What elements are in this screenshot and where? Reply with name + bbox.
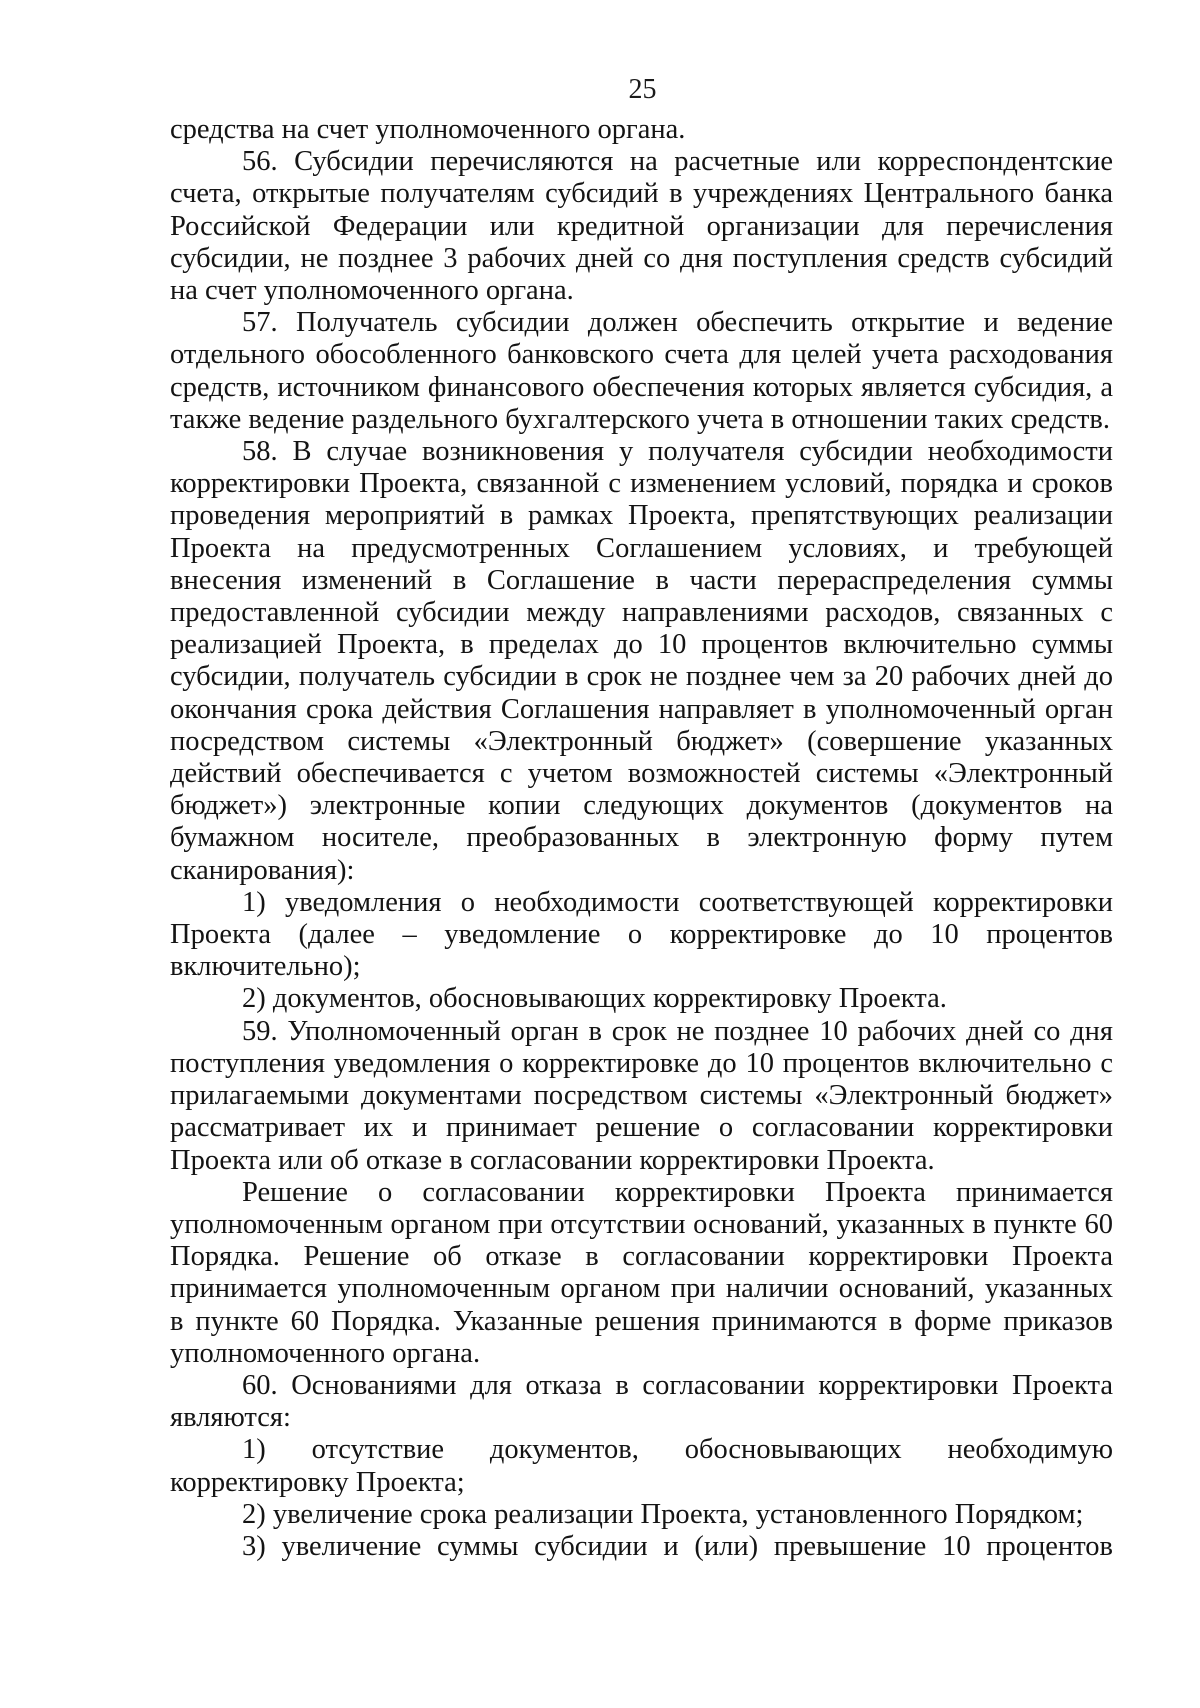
paragraph-60-item-2: 2) увеличение срока реализации Проекта, установленного Порядком; — [242, 1498, 1084, 1530]
paragraph-60-item-3: 3) увеличение суммы субсидии и (или) превышение 10 процентов — [242, 1530, 1113, 1562]
paragraph-59-decision: Решение о согласовании корректировки Проекта принимается уполномоченным органом при отсутствии оснований, указанных в пункте 60 Порядка. Решение об отказе в согласовании корректировки Проекта принимается уполномоченным органом при наличии оснований, указанных в пункте 60 Порядка. Указанные решения принимаются в форме приказов уполномоченного органа. — [170, 1176, 1113, 1369]
paragraph-58-item-2: 2) документов, обосновывающих корректировку Проекта. — [242, 983, 947, 1015]
paragraph-60-item-1: 1) отсутствие документов, обосновывающих необходимую корректировку Проекта; — [170, 1434, 1113, 1498]
document-body — [170, 114, 1113, 1563]
paragraph-59: 59. Уполномоченный орган в срок не позднее 10 рабочих дней со дня поступления уведомления о корректировке до 10 процентов включительно с прилагаемыми документами посредством системы «Электронный бюджет» рассматривает их и принимает решение о согласовании корректировки Проекта или об отказе в согласовании корректировки Проекта. — [170, 1015, 1113, 1176]
paragraph-57: 57. Получатель субсидии должен обеспечить открытие и ведение отдельного обособленного банковского счета для целей учета расходования средств, источником финансового обеспечения которых является субсидия, а также ведение раздельного бухгалтерского учета в отношении таких средств. — [170, 307, 1113, 435]
paragraph-56: 56. Субсидии перечисляются на расчетные или корреспондентские счета, открытые получателям субсидий в учреждениях Центрального банка Российской Федерации или кредитной организации для перечисления субсидии, не позднее 3 рабочих дней со дня поступления средств субсидий на счет уполномоченного органа. — [170, 146, 1113, 307]
paragraph-58: 58. В случае возникновения у получателя субсидии необходимости корректировки Проекта, связанной с изменением условий, порядка и сроков проведения мероприятий в рамках Проекта, препятствующих реализации Проекта на предусмотренных Соглашением условиях, и требующей внесения изменений в Соглашение в части перераспределения суммы предоставленной субсидии между направлениями расходов, связанных с реализацией Проекта, в пределах до 10 процентов включительно суммы субсидии, получатель субсидии в срок не позднее чем за 20 рабочих дней до окончания срока действия Соглашения направляет в уполномоченный орган посредством системы «Электронный бюджет» (совершение указанных действий обеспечивается с учетом возможностей системы «Электронный бюджет») электронные копии следующих документов (документов на бумажном носителе, преобразованных в электронную форму путем сканирования): — [170, 436, 1113, 886]
paragraph-continuation: средства на счет уполномоченного органа. — [170, 114, 686, 145]
paragraph-60: 60. Основаниями для отказа в согласовании корректировки Проекта являются: — [170, 1369, 1113, 1434]
page-number: 25 — [628, 74, 657, 105]
paragraph-58-item-1: 1) уведомления о необходимости соответствующей корректировки Проекта (далее – уведомление о корректировке до 10 процентов включительно); — [170, 886, 1113, 983]
